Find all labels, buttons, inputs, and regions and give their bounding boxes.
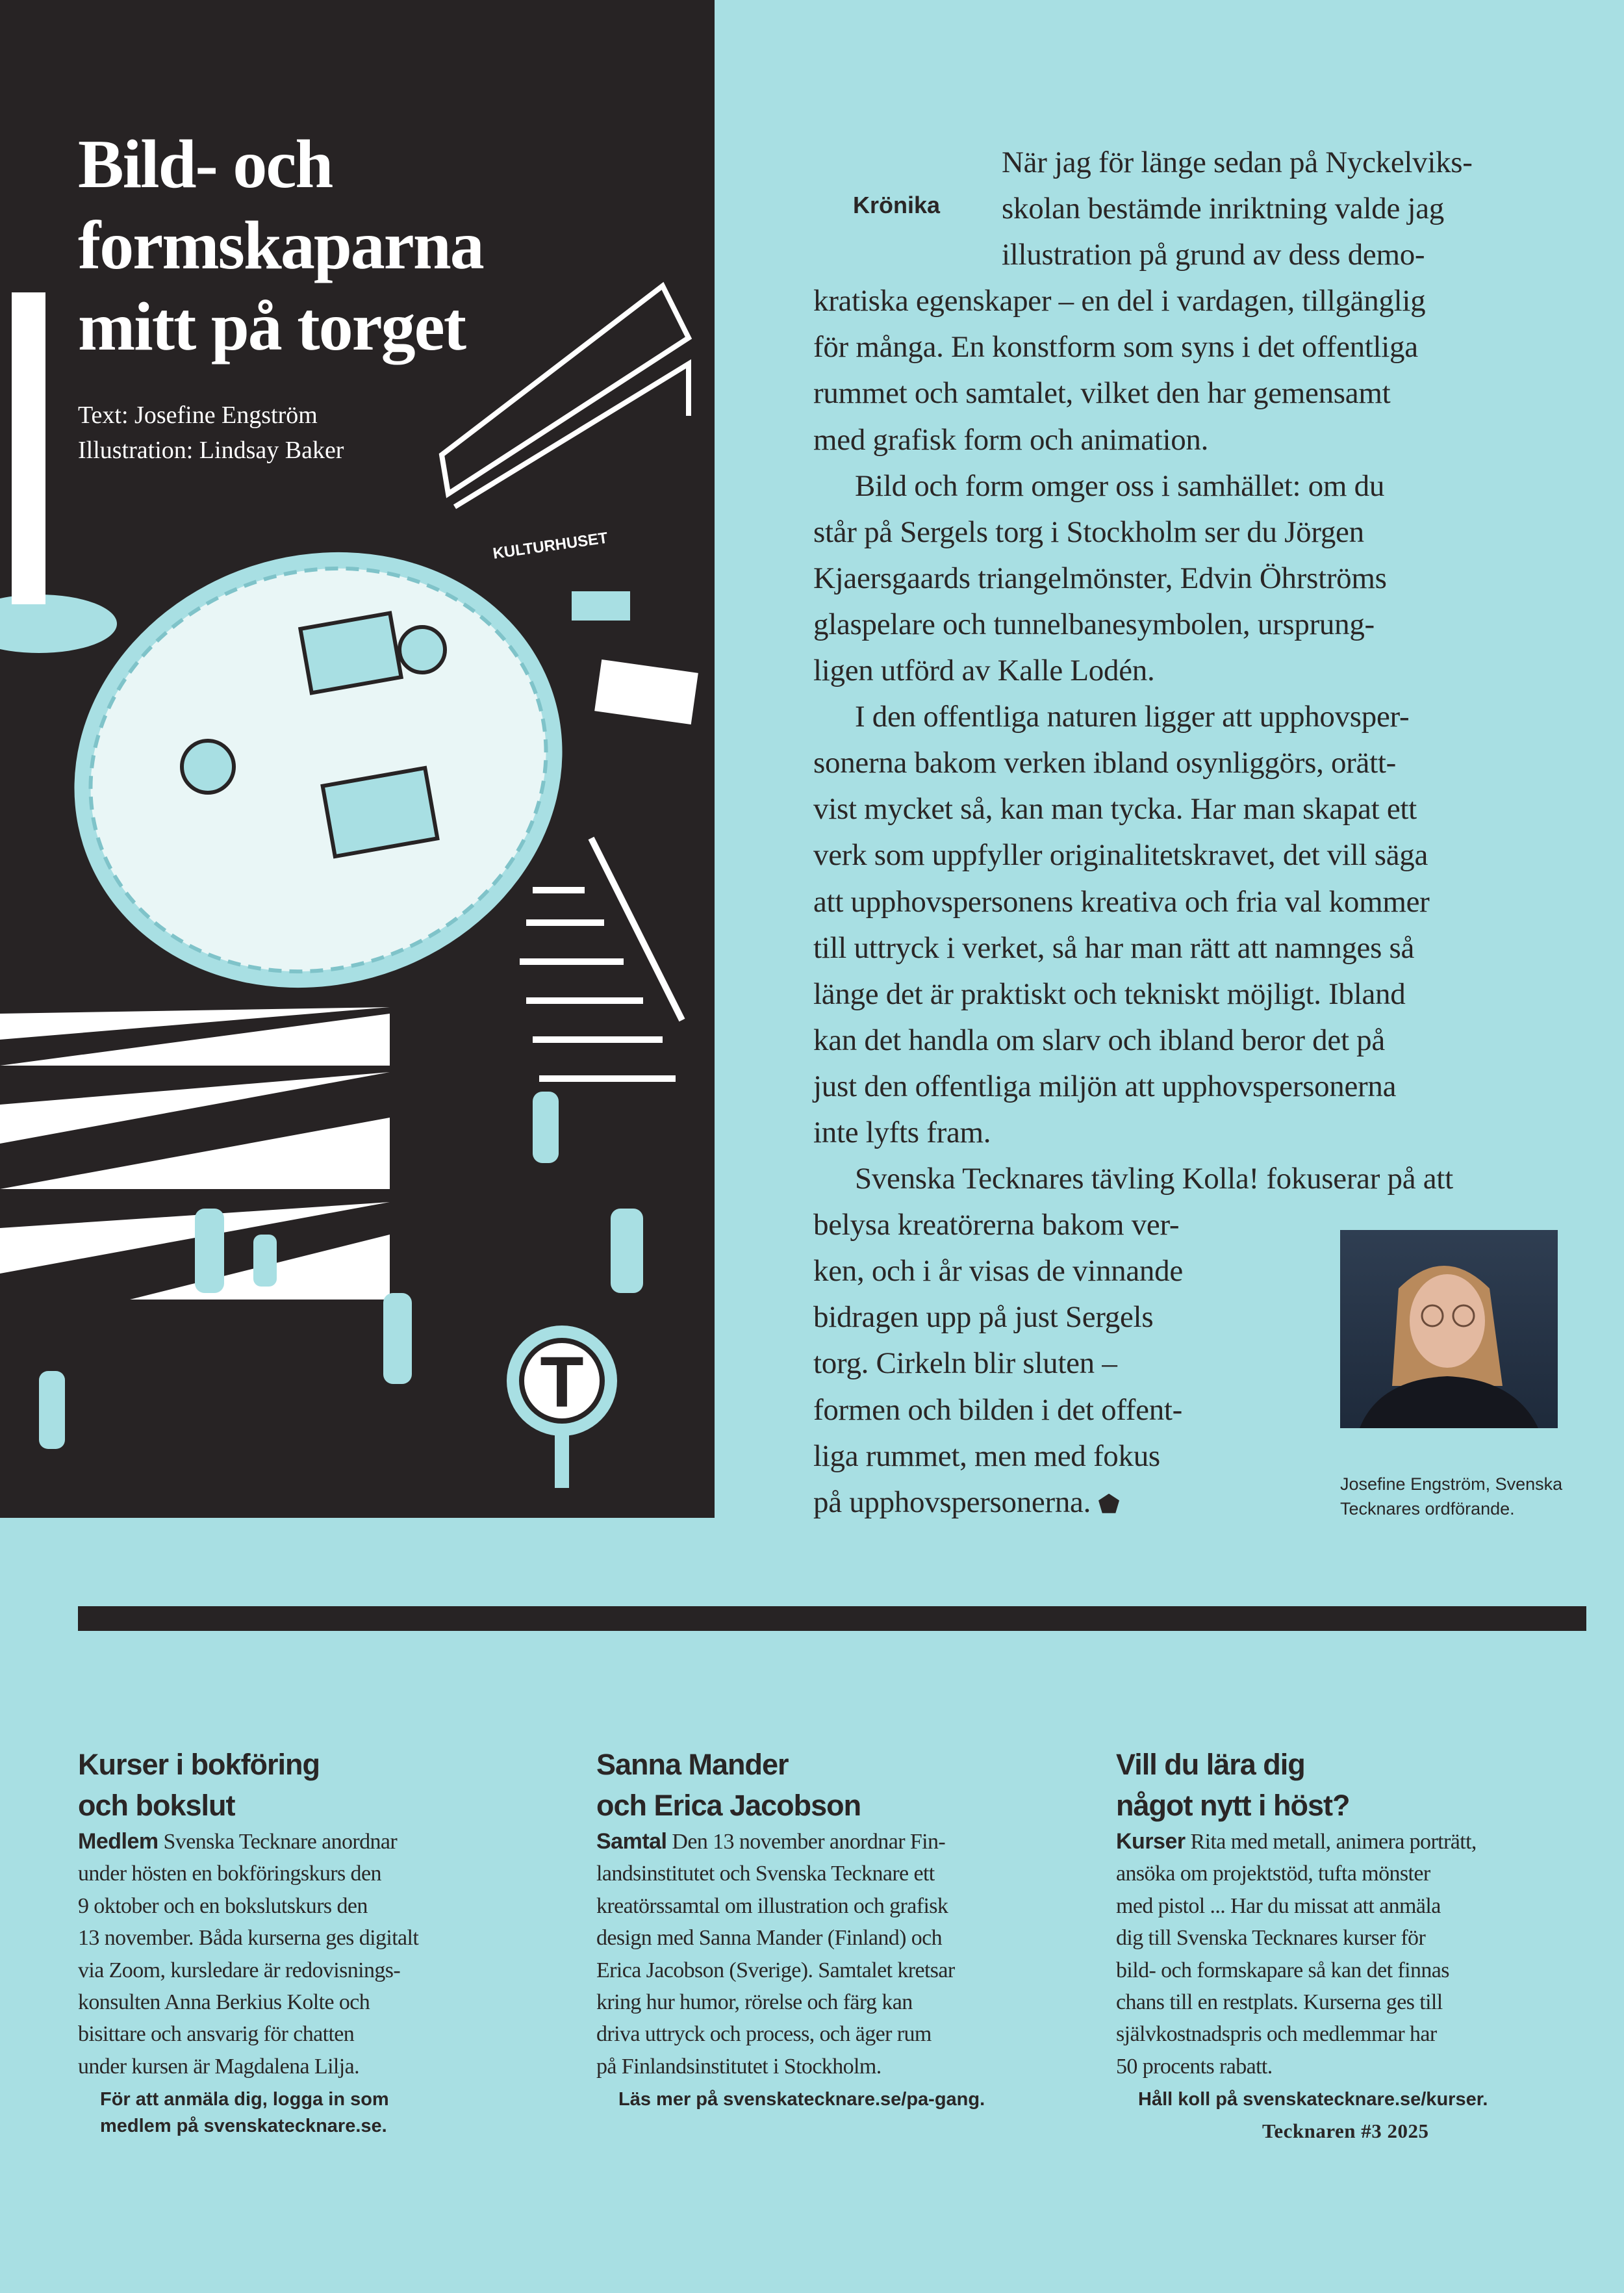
- article-line-text: I den offentliga naturen ligger att upphovsper-: [855, 700, 1410, 734]
- news-body-text: konsulten Anna Berkius Kolte och: [78, 1990, 370, 2015]
- news-body-line: [1116, 1986, 1610, 2018]
- article-line: [813, 648, 1473, 694]
- svg-text:T: T: [540, 1342, 584, 1422]
- news-body-text: med pistol ... Har du missat att anmäla: [1116, 1893, 1441, 1918]
- section-kicker: Krönika: [853, 192, 941, 218]
- news-body-line: [1116, 1826, 1610, 1858]
- news-body-line: [596, 1826, 1090, 1858]
- news-body-text: design med Sanna Mander (Finland) och: [596, 1926, 943, 1951]
- news-body-text: Svenska Tecknare anordnar: [158, 1830, 398, 1854]
- article-line-text: belysa kreatörerna bakom ver-: [813, 1208, 1180, 1242]
- news-body-text: chans till en restplats. Kurserna ges till: [1116, 1990, 1443, 2015]
- page-footer: Tecknaren #3 2025: [1262, 2120, 1429, 2142]
- news-heading: [1116, 1744, 1610, 1826]
- news-body-line: [78, 1954, 572, 1986]
- news-body-text: Erica Jacobson (Sverige). Samtalet kretsar: [596, 1958, 955, 1982]
- news-more-link[interactable]: [78, 2086, 572, 2140]
- article-line: [813, 740, 1473, 786]
- news-body-text: 13 november. Båda kurserna ges digitalt: [78, 1926, 419, 1951]
- news-more-line: medlem på svenskatecknare.se.: [100, 2116, 387, 2137]
- article-line-text: bidragen upp på just Sergels: [813, 1300, 1154, 1335]
- article-line: [813, 1018, 1473, 1064]
- article-line: [813, 1064, 1473, 1110]
- article-line-text: formen och bilden i det offent-: [813, 1392, 1183, 1427]
- news-lead-label: Kurser: [1116, 1829, 1186, 1854]
- article-line: [813, 602, 1473, 648]
- news-body-line: [78, 1922, 572, 1954]
- end-mark-icon: [1098, 1494, 1119, 1513]
- stairs-illustration: [520, 838, 682, 1079]
- news-body-line: [1116, 2018, 1610, 2050]
- news-item-creator-talk: [596, 1744, 1090, 2113]
- news-body-line: [596, 2051, 1090, 2082]
- news-heading-line: och Erica Jacobson: [596, 1789, 861, 1822]
- news-body-line: [78, 1986, 572, 2018]
- article-line-text: Bild och form omger oss i samhället: om du: [855, 468, 1385, 503]
- article-line: [813, 463, 1473, 509]
- article-line: [813, 694, 1473, 740]
- article-credits: [78, 398, 344, 468]
- news-body-text: på Finlandsinstitutet i Stockholm.: [596, 2054, 882, 2079]
- news-body-text: Rita med metall, animera porträtt,: [1185, 1830, 1477, 1854]
- article-line-text: att upphovspersonens kreativa och fria val kommer: [813, 884, 1430, 919]
- news-body-line: [1116, 2051, 1610, 2082]
- article-line: [813, 509, 1473, 556]
- news-body-line: [596, 1922, 1090, 1954]
- news-body-line: [1116, 1954, 1610, 1986]
- news-body-line: [596, 1858, 1090, 1889]
- news-body-line: [78, 1858, 572, 1889]
- news-body-line: [78, 2051, 572, 2082]
- article-line: [813, 232, 1473, 278]
- article-line: [813, 786, 1473, 832]
- news-body-line: [1116, 1890, 1610, 1922]
- news-body-line: [78, 2018, 572, 2050]
- news-item-courses-accounting: [78, 1744, 572, 2140]
- news-heading-line: Kurser i bokföring: [78, 1748, 320, 1781]
- news-body: [78, 1826, 572, 2082]
- article-line-text: vist mycket så, kan man tycka. Har man skapat ett: [813, 792, 1417, 826]
- article-line: [813, 417, 1473, 463]
- news-body: [1116, 1826, 1610, 2082]
- article-title: Bild- och formskaparna mitt på torget: [78, 126, 483, 365]
- article-line: [813, 186, 1473, 232]
- article-line-text: länge det är praktiskt och tekniskt möjligt. Ibland: [813, 977, 1406, 1011]
- news-body-line: [596, 1986, 1090, 2018]
- news-body-text: driva uttryck och process, och äger rum: [596, 2022, 932, 2047]
- article-line-text: glaspelare och tunnelbanesymbolen, ursprung-: [813, 607, 1375, 641]
- news-body-text: under kursen är Magdalena Lilja.: [78, 2054, 360, 2079]
- article-line: [813, 556, 1473, 602]
- news-body-text: dig till Svenska Tecknares kurser för: [1116, 1926, 1426, 1951]
- article-line-text: kan det handla om slarv och ibland beror det på: [813, 1023, 1385, 1057]
- article-line-text: Svenska Tecknares tävling Kolla! fokuserar på att: [855, 1162, 1453, 1196]
- author-photo: [1340, 1230, 1558, 1428]
- article-line: [813, 278, 1473, 324]
- news-heading-line: Sanna Mander: [596, 1748, 789, 1781]
- news-more-line: Läs mer på svenskatecknare.se/pa-gang.: [618, 2089, 985, 2110]
- article-line-text: Kjaersgaards triangelmönster, Edvin Öhrströms: [813, 561, 1387, 595]
- article-line: [813, 879, 1473, 925]
- news-lead-label: Samtal: [596, 1829, 667, 1854]
- article-line-text: med grafisk form och animation.: [813, 422, 1209, 457]
- news-heading: [596, 1744, 1090, 1826]
- news-body-text: bild- och formskapare så kan det finnas: [1116, 1958, 1449, 1982]
- article-line-text: ken, och i år visas de vinnande: [813, 1254, 1183, 1288]
- news-heading-line: och bokslut: [78, 1789, 235, 1822]
- illustration-panel: [0, 0, 715, 1518]
- svg-text:KULTURHUSET: KULTURHUSET: [492, 529, 609, 563]
- news-item-autumn-courses: [1116, 1744, 1610, 2113]
- news-body-line: [78, 1826, 572, 1858]
- article-line: [813, 832, 1473, 878]
- news-heading: [78, 1744, 572, 1826]
- article-line: [813, 324, 1473, 370]
- author-credit: Text: Josefine Engström: [78, 402, 318, 429]
- article-line: [813, 370, 1473, 416]
- section-divider: [78, 1606, 1586, 1631]
- article-line-text: verk som uppfyller originalitetskravet, det vill säga: [813, 838, 1428, 873]
- article-line-text: torg. Cirkeln blir sluten –: [813, 1346, 1117, 1381]
- news-body-line: [1116, 1858, 1610, 1889]
- news-body-text: via Zoom, kursledare är redovisnings-: [78, 1958, 401, 1982]
- news-body-text: självkostnadspris och medlemmar har: [1116, 2022, 1437, 2047]
- news-lead-label: Medlem: [78, 1829, 159, 1854]
- tower-illustration: [12, 292, 45, 604]
- article-line: [813, 1110, 1473, 1156]
- news-body-line: [78, 1890, 572, 1922]
- news-body-text: kreatörssamtal om illustration och grafisk: [596, 1893, 948, 1918]
- article-line-text: kratiska egenskaper – en del i vardagen, tillgänglig: [813, 284, 1426, 318]
- news-more-link[interactable]: [596, 2086, 1090, 2113]
- article-line-text: ligen utförd av Kalle Lodén.: [813, 654, 1155, 688]
- news-body-line: [596, 1890, 1090, 1922]
- news-body-text: kring hur humor, rörelse och färg kan: [596, 1990, 913, 2015]
- article-line-text: står på Sergels torg i Stockholm ser du Jörgen: [813, 515, 1364, 549]
- article-line-text: inte lyfts fram.: [813, 1115, 991, 1149]
- news-heading-line: något nytt i höst?: [1116, 1789, 1350, 1822]
- news-body-line: [596, 2018, 1090, 2050]
- article-line-text: på upphovspersonerna.: [813, 1485, 1091, 1519]
- news-more-link[interactable]: [1116, 2086, 1610, 2113]
- news-more-line: För att anmäla dig, logga in som: [100, 2089, 389, 2110]
- article-line-text: sonerna bakom verken ibland osynliggörs, orätt-: [813, 746, 1396, 780]
- news-body-text: 50 procents rabatt.: [1116, 2054, 1273, 2079]
- news-body: [596, 1826, 1090, 2082]
- article-line-text: När jag för länge sedan på Nyckelviks-: [1002, 146, 1473, 179]
- article-line: [813, 140, 1473, 186]
- news-heading-line: Vill du lära dig: [1116, 1748, 1305, 1781]
- news-body-text: bisittare och ansvarig för chatten: [78, 2022, 355, 2047]
- article-line-text: illustration på grund av dess demo-: [1002, 238, 1425, 272]
- photo-caption: Josefine Engström, Svenska Tecknares ordförande.: [1340, 1474, 1563, 1518]
- article-line-text: liga rummet, men med fokus: [813, 1439, 1160, 1473]
- news-body-line: [1116, 1922, 1610, 1954]
- news-body-text: landsinstitutet och Svenska Tecknare ett: [596, 1862, 935, 1886]
- illustrator-credit: Illustration: Lindsay Baker: [78, 437, 344, 464]
- article-line: [813, 925, 1473, 971]
- article-line-text: rummet och samtalet, vilket den har gemensamt: [813, 376, 1391, 411]
- article-line-text: för många. En konstform som syns i det offentliga: [813, 330, 1418, 365]
- article-line: [813, 971, 1473, 1018]
- article-line-text: till uttryck i verket, så har man rätt att namnges så: [813, 930, 1415, 965]
- news-body-text: ansöka om projektstöd, tufta mönster: [1116, 1862, 1430, 1886]
- article-line-text: skolan bestämde inriktning valde jag: [1002, 192, 1444, 226]
- article-line-text: just den offentliga miljön att upphovspersonerna: [813, 1069, 1397, 1103]
- news-body-line: [596, 1954, 1090, 1986]
- news-body-text: Den 13 november anordnar Fin-: [666, 1830, 946, 1854]
- article-line: [813, 1156, 1473, 1202]
- news-more-line: Håll koll på svenskatecknare.se/kurser.: [1138, 2089, 1488, 2110]
- news-body-text: under hösten en bokföringskurs den: [78, 1862, 381, 1886]
- news-body-text: 9 oktober och en bokslutskurs den: [78, 1893, 368, 1918]
